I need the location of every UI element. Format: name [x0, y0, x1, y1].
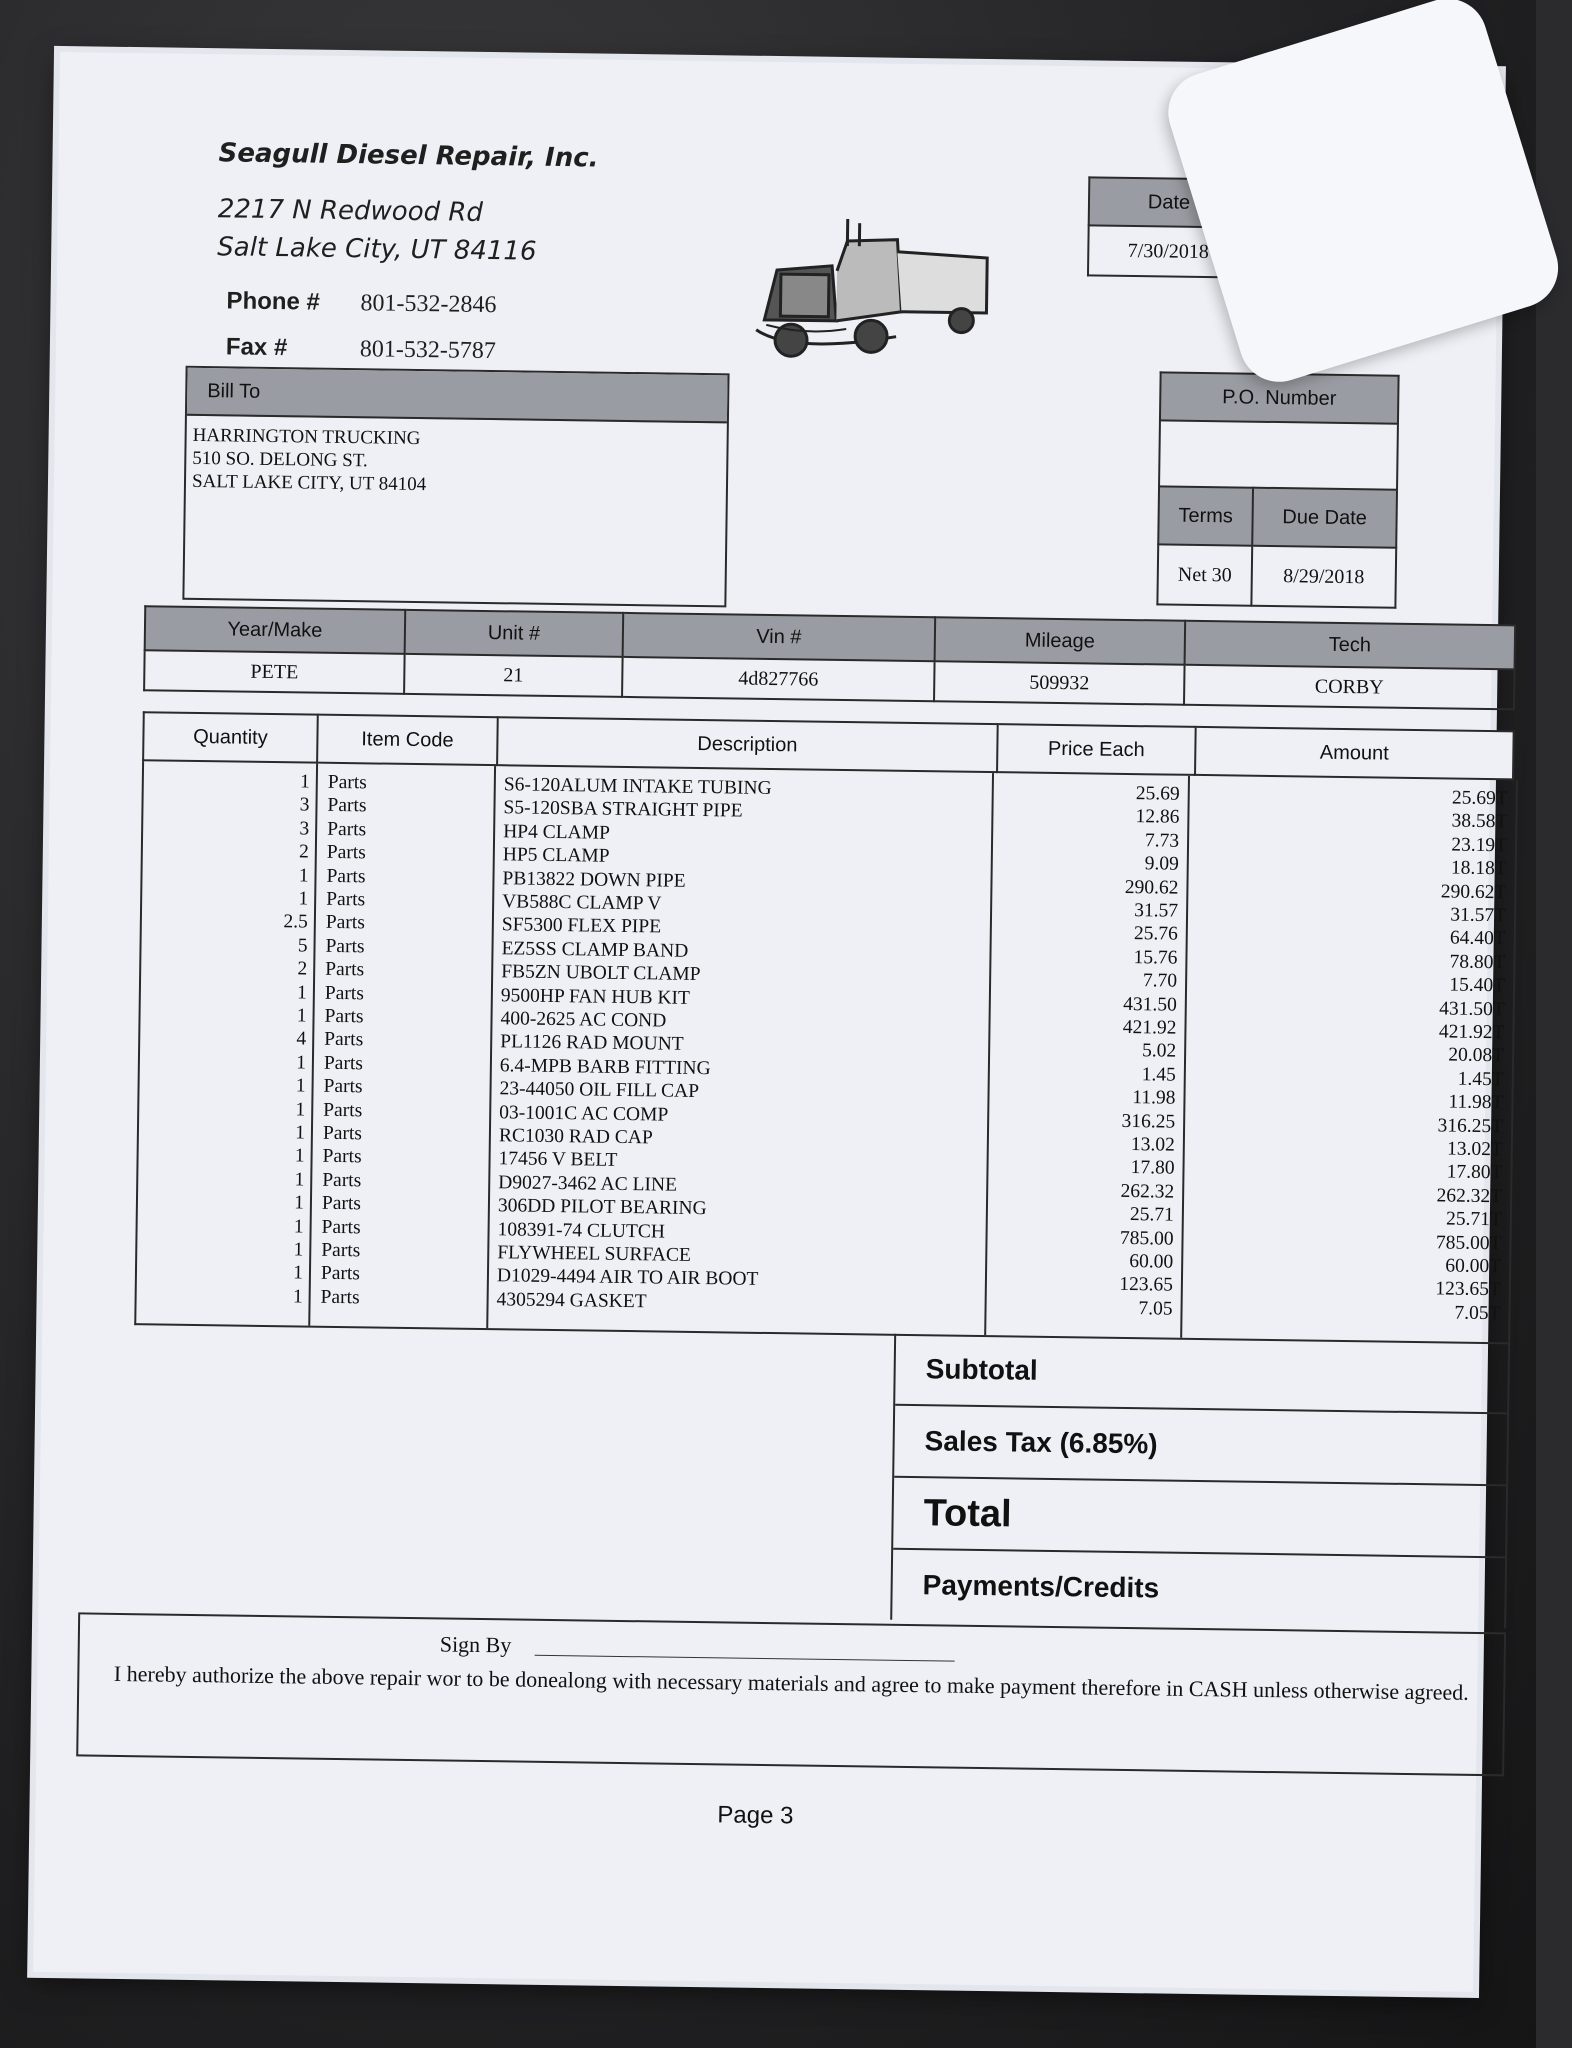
price-each-header: Price Each	[997, 724, 1196, 775]
totals-block	[890, 1334, 1510, 1629]
line-item-description: VB588C CLAMP V	[502, 891, 662, 915]
line-item-amount: 25.71T	[1445, 1208, 1502, 1231]
line-item-code: Parts	[322, 1169, 362, 1192]
line-item-code: Parts	[326, 841, 366, 864]
line-item-code: Parts	[323, 1075, 363, 1098]
line-item-amount: 78.80T	[1449, 951, 1506, 974]
line-item-description: PB13822 DOWN PIPE	[502, 867, 686, 892]
line-item-description: 03-1001C AC COMP	[499, 1101, 669, 1126]
line-item-description: 6.4-MPB BARB FITTING	[499, 1055, 711, 1079]
line-item-quantity: 1	[296, 981, 308, 1004]
line-item-quantity: 1	[293, 1262, 304, 1284]
subtotal-label: Subtotal	[895, 1334, 1508, 1415]
line-item-price: 17.80	[1130, 1157, 1175, 1180]
line-item-amount: 785.00T	[1435, 1231, 1502, 1254]
line-item-price: 11.98	[1132, 1087, 1176, 1109]
line-item-amount: 38.58T	[1451, 810, 1508, 833]
line-item-code: Parts	[322, 1146, 362, 1168]
line-item-code: Parts	[320, 1263, 361, 1285]
line-item-amount: 31.57T	[1450, 904, 1507, 927]
line-item-price: 9.09	[1144, 853, 1179, 875]
description-header: Description	[497, 717, 998, 772]
po-number-header: P.O. Number	[1160, 372, 1399, 423]
bill-to-line3: SALT LAKE CITY, UT 84104	[191, 470, 427, 496]
line-item-price: 431.50	[1123, 993, 1177, 1016]
line-item-code: Parts	[320, 1286, 360, 1309]
line-item-description: HP4 CLAMP	[503, 821, 611, 844]
line-item-price: 421.92	[1122, 1016, 1177, 1039]
line-item-description: S6-120ALUM INTAKE TUBING	[503, 774, 772, 800]
due-date-value: 8/29/2018	[1251, 546, 1396, 608]
line-item-quantity: 4	[296, 1028, 307, 1050]
line-item-price: 25.76	[1133, 923, 1178, 946]
line-item-quantity: 3	[299, 818, 310, 840]
invoice-page	[33, 52, 1508, 1992]
line-item-quantity: 1	[296, 1052, 307, 1074]
line-item-quantity: 1	[295, 1075, 306, 1097]
line-item-code: Parts	[321, 1239, 361, 1262]
authorization-box	[76, 1612, 1506, 1776]
mileage-header: Mileage	[935, 617, 1186, 664]
vehicle-table	[143, 605, 1516, 710]
line-item-quantity: 2.5	[283, 911, 309, 933]
invoice-date: 7/30/2018	[1088, 225, 1249, 277]
line-item-description: D9027-3462 AC LINE	[498, 1172, 678, 1196]
line-item-description: SF5300 FLEX PIPE	[501, 914, 662, 938]
line-item-amount: 316.25T	[1437, 1114, 1504, 1137]
line-item-price: 7.05	[1138, 1297, 1173, 1320]
line-item-amount: 431.50T	[1439, 997, 1505, 1020]
line-item-amount: 18.18T	[1450, 857, 1507, 880]
total-label: Total	[893, 1478, 1506, 1559]
fax-label: Fax #	[225, 333, 288, 362]
bill-to-line2: 510 SO. DELONG ST.	[192, 447, 368, 472]
line-item-amount: 15.40T	[1449, 974, 1506, 997]
line-item-code: Parts	[326, 888, 366, 911]
line-item-amount: 13.02T	[1446, 1138, 1503, 1161]
line-item-quantity: 1	[293, 1215, 304, 1238]
line-item-description: D1029-4494 AIR TO AIR BOOT	[496, 1265, 759, 1291]
line-item-description: RC1030 RAD CAP	[498, 1125, 653, 1149]
line-item-price: 5.02	[1141, 1040, 1177, 1063]
line-item-code: Parts	[321, 1192, 362, 1215]
line-item-description: S5-120SBA STRAIGHT PIPE	[503, 797, 743, 822]
company-address-line1: 2217 N Redwood Rd	[217, 194, 484, 228]
line-item-amount: 64.40T	[1449, 927, 1506, 950]
line-item-price: 123.65	[1119, 1274, 1174, 1297]
line-item-price: 7.73	[1144, 830, 1180, 852]
unit-number-value: 21	[404, 654, 623, 697]
line-item-price: 785.00	[1119, 1227, 1174, 1250]
line-item-price: 15.76	[1133, 946, 1178, 969]
year-make-header: Year/Make	[145, 606, 406, 654]
line-item-quantity: 1	[299, 771, 310, 793]
line-item-description: 306DD PILOT BEARING	[497, 1195, 707, 1220]
line-item-description: PL1126 RAD MOUNT	[500, 1031, 684, 1056]
line-item-description: 400-2625 AC COND	[500, 1008, 667, 1032]
po-number-value	[1159, 420, 1398, 489]
bill-to-header: Bill To	[187, 368, 728, 424]
bill-to-line1: HARRINGTON TRUCKING	[192, 424, 421, 450]
line-item-price: 7.70	[1142, 970, 1178, 992]
line-item-description: HP5 CLAMP	[502, 844, 610, 867]
phone-label: Phone #	[226, 287, 321, 316]
line-item-price: 290.62	[1124, 876, 1179, 899]
line-item-amount: 421.92T	[1438, 1021, 1505, 1044]
due-date-header: Due Date	[1252, 488, 1397, 548]
line-item-quantity: 1	[294, 1145, 305, 1167]
line-item-quantity: 5	[297, 935, 308, 957]
line-item-quantity: 1	[298, 888, 309, 910]
bill-to-address	[186, 416, 727, 501]
line-item-quantity: 3	[299, 794, 310, 816]
line-item-code: Parts	[323, 1052, 364, 1075]
line-item-code: Parts	[321, 1216, 361, 1238]
tech-value: CORBY	[1184, 665, 1515, 710]
line-item-price: 1.45	[1141, 1064, 1176, 1086]
line-item-description: 108391-74 CLUTCH	[497, 1218, 666, 1243]
line-item-price: 25.71	[1129, 1204, 1175, 1226]
line-item-quantity: 1	[298, 865, 309, 887]
line-item-price: 31.57	[1134, 900, 1179, 922]
line-item-code: Parts	[326, 865, 366, 887]
line-item-amount: 11.98T	[1448, 1091, 1504, 1114]
line-item-code: Parts	[324, 982, 365, 1004]
line-item-quantity: 1	[296, 1005, 307, 1027]
line-item-code: Parts	[323, 1099, 363, 1121]
vin-header: Vin #	[623, 613, 936, 661]
line-item-code: Parts	[327, 795, 367, 817]
company-block	[217, 138, 599, 271]
line-item-code: Parts	[324, 1005, 364, 1028]
line-item-description: 23-44050 OIL FILL CAP	[499, 1078, 700, 1103]
line-item-code: Parts	[327, 818, 367, 841]
page-number: Page 3	[717, 1801, 794, 1830]
company-name: Seagull Diesel Repair, Inc.	[218, 138, 599, 174]
line-item-description: 4305294 GASKET	[496, 1289, 647, 1313]
company-address	[217, 190, 598, 271]
line-item-price: 316.25	[1121, 1110, 1176, 1133]
line-item-price: 12.86	[1135, 806, 1180, 829]
line-item-amount: 23.19T	[1451, 834, 1508, 857]
line-item-code: Parts	[324, 1029, 364, 1051]
line-item-price: 13.02	[1130, 1134, 1175, 1156]
terms-header: Terms	[1158, 486, 1253, 545]
line-item-code: Parts	[325, 958, 365, 981]
fax-value: 801-532-5787	[359, 335, 497, 364]
line-item-amount: 60.00T	[1445, 1255, 1502, 1278]
terms-value: Net 30	[1157, 544, 1252, 605]
line-item-quantity: 1	[293, 1239, 304, 1261]
line-item-quantity: 1	[294, 1169, 305, 1191]
line-item-amount: 20.08T	[1448, 1044, 1505, 1067]
line-item-description: FLYWHEEL SURFACE	[497, 1242, 691, 1266]
mileage-value: 509932	[934, 661, 1185, 704]
line-item-price: 262.32	[1120, 1180, 1175, 1203]
sales-tax-label: Sales Tax (6.85%)	[894, 1406, 1507, 1487]
line-item-description: 9500HP FAN HUB KIT	[500, 984, 691, 1009]
phone-value: 801-532-2846	[360, 289, 497, 318]
line-item-amount: 7.05T	[1454, 1302, 1501, 1325]
line-item-amount: 262.32T	[1436, 1185, 1503, 1208]
line-item-code: Parts	[325, 935, 365, 958]
payments-credits-label: Payments/Credits	[922, 1569, 1160, 1604]
truck-logo-icon	[745, 210, 997, 383]
bill-to-box	[182, 366, 729, 608]
unit-number-header: Unit #	[405, 610, 624, 657]
signature-line	[535, 1655, 955, 1662]
sign-by-label: Sign By	[439, 1631, 512, 1658]
line-item-amount: 1.45T	[1457, 1068, 1504, 1091]
date-header: Date	[1089, 177, 1250, 227]
line-items-body	[134, 761, 1518, 1344]
line-item-quantity: 2	[298, 841, 309, 863]
line-item-description: FB5ZN UBOLT CLAMP	[501, 961, 701, 986]
line-item-amount: 123.65T	[1435, 1278, 1502, 1301]
line-item-code: Parts	[322, 1122, 363, 1145]
line-item-amount: 290.62T	[1440, 880, 1507, 903]
po-terms-table	[1156, 371, 1399, 608]
item-code-header: Item Code	[317, 715, 498, 766]
line-item-quantity: 2	[297, 958, 308, 980]
line-item-amount: 17.80T	[1446, 1161, 1503, 1184]
quantity-header: Quantity	[143, 712, 318, 762]
line-item-amount: 25.69T	[1451, 787, 1508, 810]
phone-row	[226, 278, 497, 328]
line-item-price: 60.00	[1129, 1251, 1174, 1273]
authorization-text: I hereby authorize the above repair wor to be donealong with necessary materials and agree to make payment therefore in CASH unless otherwise agreed.	[113, 1660, 1469, 1705]
line-item-quantity: 1	[295, 1098, 306, 1121]
line-item-description: EZ5SS CLAMP BAND	[501, 938, 689, 962]
vin-value: 4d827766	[622, 657, 935, 701]
line-item-description: 17456 V BELT	[498, 1148, 618, 1172]
tech-header: Tech	[1185, 621, 1516, 670]
company-address-line2: Salt Lake City, UT 84116	[217, 232, 537, 267]
line-item-quantity: 1	[292, 1286, 303, 1308]
year-make-value: PETE	[144, 650, 405, 694]
line-item-quantity: 1	[295, 1122, 306, 1144]
contact-block	[226, 278, 497, 374]
line-item-quantity: 1	[294, 1192, 305, 1214]
line-item-price: 25.69	[1135, 783, 1180, 805]
amount-header: Amount	[1195, 727, 1514, 779]
line-item-code: Parts	[327, 771, 367, 794]
line-item-code: Parts	[325, 912, 366, 934]
